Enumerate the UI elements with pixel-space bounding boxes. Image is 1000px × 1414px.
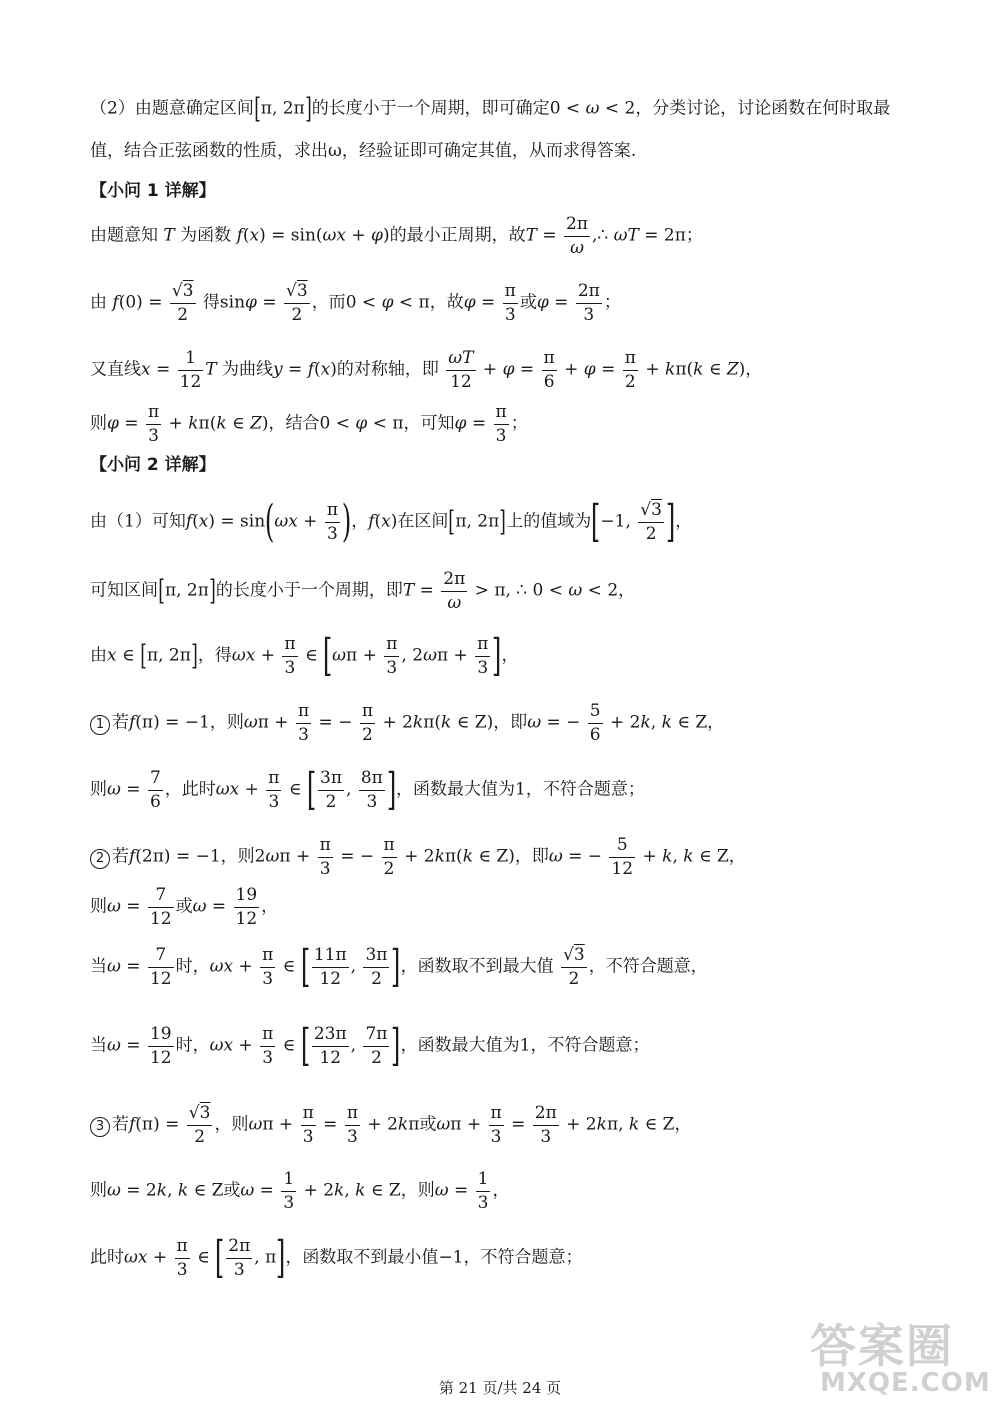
watermark-url: MXQE.COM bbox=[820, 1368, 991, 1398]
q2-case1-line-1: 1 若f(π) = −1，则ωπ + $\frac{\pi}{3}$ = − $\frac{\pi}{2}$ + 2kπ(k ∈ Z)，即ω = − $\frac{5}{6}$ + 2k, k ∈ Z， bbox=[90, 702, 724, 744]
q2-case1-line-2: 则ω = $\frac{7}{6}$ ，此时ωx + $\frac{\pi}{3}$ ∈ [ $\frac{3\pi}{2}$ , $\frac{8\pi}{3}$ ]，函数最大值为1，不符合题意； bbox=[90, 764, 645, 815]
case-1-marker: 1 bbox=[90, 715, 110, 735]
q2-case2-line-3: 当ω = $\frac{7}{12}$ 时，ωx + $\frac{\pi}{3}$ ∈ [ $\frac{11\pi}{12}$ , $\frac{3\pi}{2}$ ]，函数取不到最大值 $\frac{√3}{2}$ ，不符合题意， bbox=[90, 941, 708, 992]
q2-heading: 【小问 2 详解】 bbox=[90, 455, 216, 475]
watermark-logo-text: 答案圈 bbox=[810, 1319, 954, 1373]
q1-line-a: 由题意知 T 为函数 f(x) = sin(ωx + φ)的最小正周期，故T = $\frac{2\pi}{\omega}$ ,∴ ωT = 2π； bbox=[90, 214, 703, 258]
q1-line-c: 又直线x = $\frac{1}{12}$ T 为曲线y = f(x)的对称轴，即 $\frac{\omega T}{12}$ + φ = $\frac{\pi}{6}$ + φ = $\frac{\pi}{2}$ + kπ(k ∈ Z)， bbox=[90, 348, 763, 392]
page-footer: 第 21 页/共 24 页 bbox=[438, 1379, 562, 1397]
q2-case2-line-1: 2 若f(2π) = −1，则2ωπ + $\frac{\pi}{3}$ = − $\frac{\pi}{2}$ + 2kπ(k ∈ Z)，即ω = − $\frac{5}{12}$ + k, k ∈ Z， bbox=[90, 836, 746, 878]
q2-case2-line-4: 当ω = $\frac{19}{12}$ 时，ωx + $\frac{\pi}{3}$ ∈ [ $\frac{23\pi}{12}$ , $\frac{7\pi}{2}$ ]，函数最大值为1，不符合题意； bbox=[90, 1020, 650, 1071]
q1-heading: 【小问 1 详解】 bbox=[90, 181, 216, 201]
q2-case3-line-3: 此时ωx + $\frac{\pi}{3}$ ∈ [ $\frac{2\pi}{3}$ , π]，函数取不到最小值−1，不符合题意； bbox=[90, 1232, 583, 1283]
intro-line-1: （2）由题意确定区间[π, 2π]的长度小于一个周期，即可确定0 < ω < 2，分类讨论，讨论函数在何时取最 bbox=[90, 92, 891, 125]
q1-line-b: 由 f(0) = $\frac{√3}{2}$ 得sinφ = $\frac{√3}{2}$ ，而0 < φ < π，故φ = $\frac{\pi}{3}$ 或φ = $\frac{2\pi}{3}$ ； bbox=[90, 281, 621, 325]
q2-case3-line-2: 则ω = 2k, k ∈ Z或ω = $\frac{1}{3}$ + 2k, k ∈ Z，则ω = $\frac{1}{3}$ ， bbox=[90, 1169, 510, 1213]
intro-line-2: 值，结合正弦函数的性质，求出ω，经验证即可确定其值，从而求得答案. bbox=[90, 141, 637, 161]
q1-line-d: 则φ = $\frac{\pi}{3}$ + kπ(k ∈ Z)，结合0 < φ < π，可知φ = $\frac{\pi}{3}$ ； bbox=[90, 402, 528, 446]
case-2-marker: 2 bbox=[90, 849, 110, 869]
q2-case2-line-2: 则ω = $\frac{7}{12}$ 或ω = $\frac{19}{12}$ ， bbox=[90, 885, 279, 929]
watermark-logo bbox=[810, 1310, 990, 1405]
q2-line-g: 由x ∈ [π, 2π]，得ωx + $\frac{\pi}{3}$ ∈ [ωπ + $\frac{\pi}{3}$ , 2ωπ + $\frac{\pi}{3}$ ]， bbox=[90, 630, 519, 681]
q2-line-f: 可知区间[π, 2π]的长度小于一个周期，即T = $\frac{2\pi}{\omega}$ > π, ∴ 0 < ω < 2， bbox=[90, 569, 636, 613]
q2-line-e: 由（1）可知f(x) = sin(ωx + $\frac{\pi}{3}$ )，f(x)在区间[π, 2π]上的值域为[−1, $\frac{√3}{2}$ ]， bbox=[90, 496, 693, 547]
q2-case3-line-1: 3 若f(π) = $\frac{√3}{2}$ ，则ωπ + $\frac{\pi}{3}$ = $\frac{\pi}{3}$ + 2kπ或ωπ + $\frac{\pi}{3}$ = $\frac{2\pi}{3}$ + 2kπ, k ∈ Z， bbox=[90, 1104, 691, 1146]
case-3-marker: 3 bbox=[90, 1117, 110, 1137]
